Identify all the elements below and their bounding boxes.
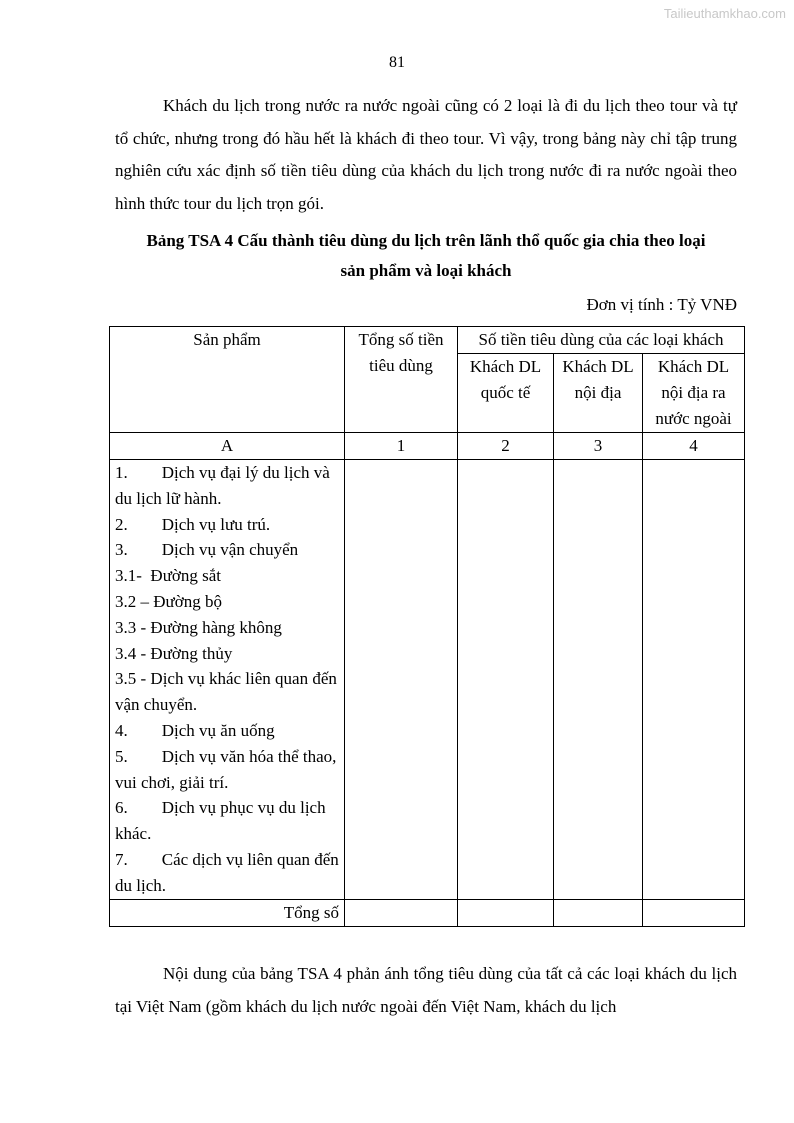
index-cell: 2: [458, 433, 554, 460]
empty-cell: [554, 899, 643, 926]
product-item: 3. Dịch vụ vận chuyển: [115, 540, 299, 560]
empty-cell: [643, 899, 745, 926]
header-domestic: Khách DL nội địa: [554, 354, 643, 433]
product-item: 3.1- Đường sắt: [115, 566, 222, 586]
index-cell: 1: [345, 433, 458, 460]
intro-paragraph: Khách du lịch trong nước ra nước ngoài cũng có 2 loại là đi du lịch theo tour và tự tổ chức, nhưng trong đó hầu hết là khách đi theo tour. Vì vậy, trong bảng này chỉ tập trung nghiên cứu xác định số tiền tiêu dùng của khách du lịch trong nước đi ra nước ngoài theo hình thức tour du lịch trọn gói.: [115, 96, 737, 213]
product-item: 5. Dịch vụ văn hóa thể thao, vui chơi, giải trí.: [115, 746, 337, 792]
empty-cell: [345, 899, 458, 926]
watermark: Tailieuthamkhao.com: [663, 6, 786, 21]
unit-label: Đơn vị tính : Tỷ VNĐ: [586, 295, 737, 314]
table-title-line-1: Bảng TSA 4 Cấu thành tiêu dùng du lịch trên lãnh thổ quốc gia chia theo loại: [146, 231, 706, 250]
product-item: 1. Dịch vụ đại lý du lịch và du lịch lữ hành.: [115, 463, 330, 508]
table-title: [100, 226, 752, 286]
product-item: 6. Dịch vụ phục vụ du lịch khác.: [115, 798, 326, 844]
total-label: Tổng số: [110, 899, 345, 926]
header-total: Tổng số tiền tiêu dùng: [345, 327, 458, 433]
header-outbound: Khách DL nội địa ra nước ngoài: [643, 354, 745, 433]
empty-cell: [643, 460, 745, 900]
product-item: 7. Các dịch vụ liên quan đến du lịch.: [115, 849, 339, 895]
index-row: [110, 433, 745, 460]
header-product: Sản phẩm: [110, 327, 345, 433]
table-title-line-2: sản phẩm và loại khách: [340, 261, 512, 280]
product-list: [115, 460, 339, 899]
header-intl: Khách DL quốc tế: [458, 354, 554, 433]
empty-cell: [554, 460, 643, 900]
product-item: 3.4 - Đường thủy: [115, 643, 233, 663]
empty-cell: [458, 460, 554, 900]
product-item: 2. Dịch vụ lưu trú.: [115, 514, 271, 534]
products-row: [110, 460, 745, 900]
product-item: 3.3 - Đường hàng không: [115, 617, 282, 637]
index-cell: A: [110, 433, 345, 460]
index-cell: 3: [554, 433, 643, 460]
index-cell: 4: [643, 433, 745, 460]
product-list-cell: [110, 460, 345, 900]
tsa4-table: [109, 326, 745, 927]
page-number: 81: [389, 54, 405, 71]
header-group: Số tiền tiêu dùng của các loại khách: [458, 327, 745, 354]
product-item: 4. Dịch vụ ăn uống: [115, 720, 275, 740]
closing-paragraph: Nội dung của bảng TSA 4 phản ánh tổng tiêu dùng của tất cả các loại khách du lịch tại Việt Nam (gồm khách du lịch nước ngoài đến Việt Nam, khách du lịch: [115, 964, 737, 1016]
empty-cell: [345, 460, 458, 900]
total-row: [110, 899, 745, 926]
product-item: 3.2 – Đường bộ: [115, 591, 222, 611]
product-item: 3.5 - Dịch vụ khác liên quan đến vận chuyển.: [115, 669, 337, 715]
header-row-1: [110, 327, 745, 354]
empty-cell: [458, 899, 554, 926]
